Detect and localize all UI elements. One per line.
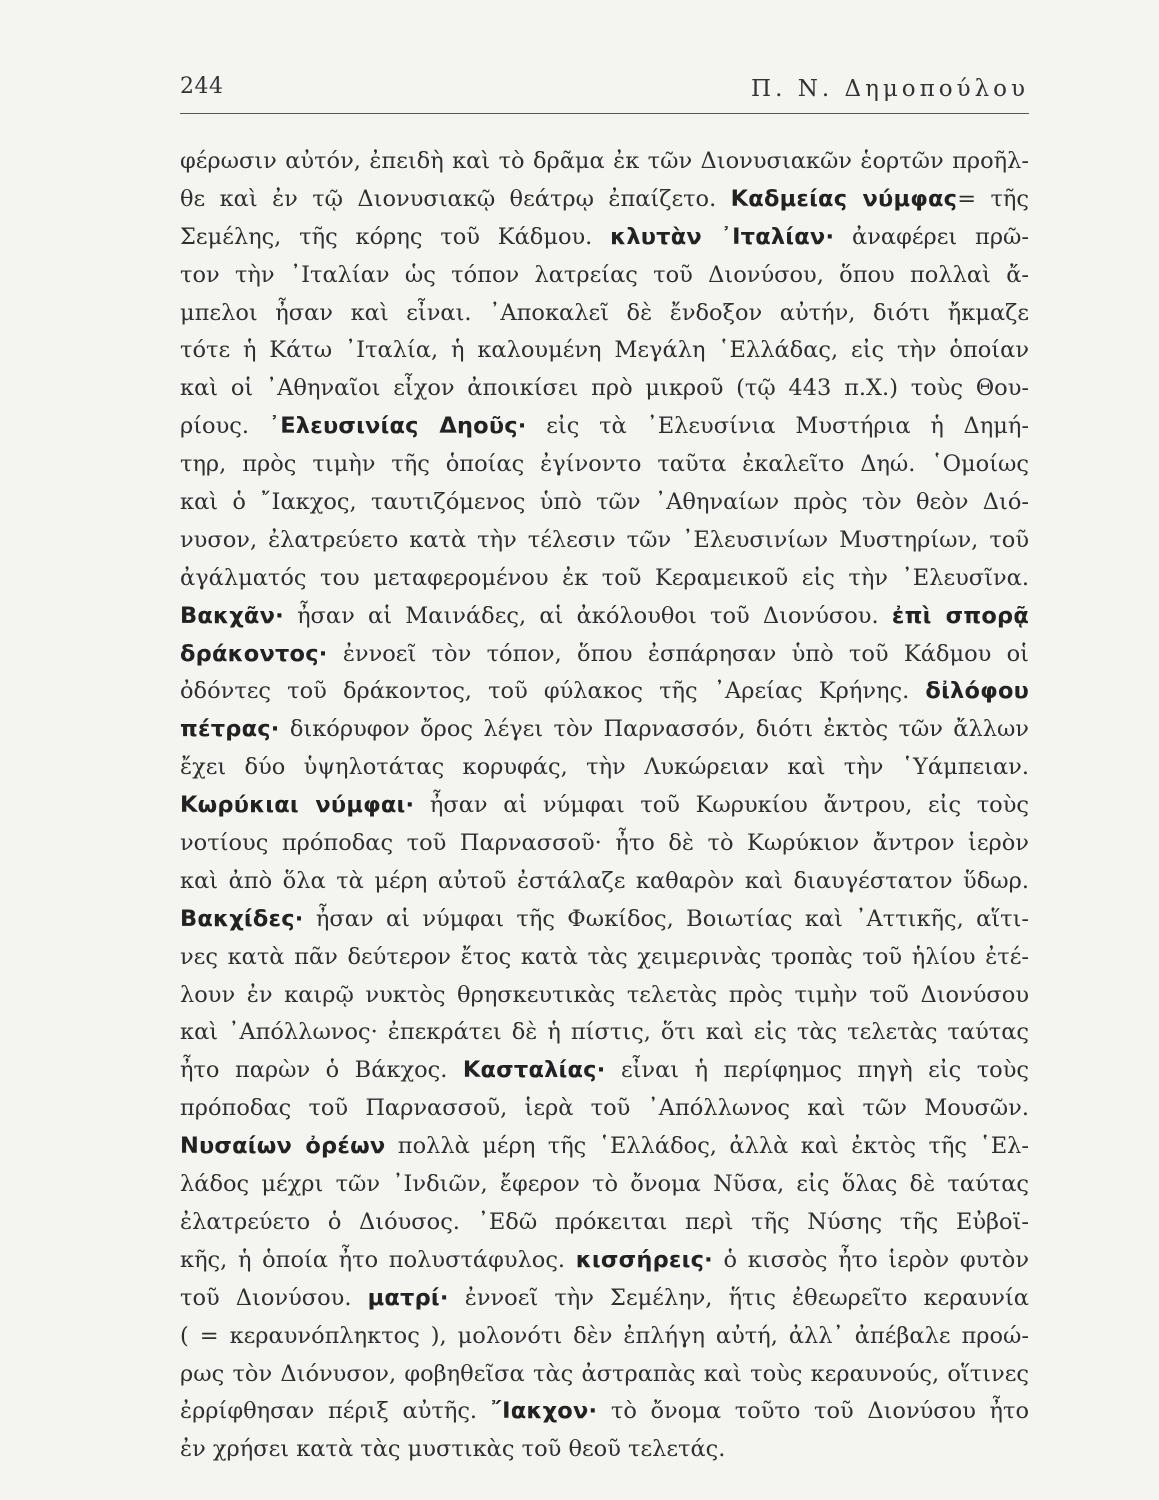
- text-line: [180, 257, 1029, 295]
- text-run: νες κατὰ πᾶν δεύτερον ἔτος κατὰ τὰς χειμερινὰς τροπὰς τοῦ ἡλίου ἐτέ-: [180, 943, 1029, 970]
- text-line: [180, 901, 1029, 939]
- glossed-term: ἐπὶ σπορᾷ: [891, 602, 1029, 629]
- text-line: [180, 863, 1029, 901]
- glossed-term: Κωρύκιαι νύμφαι·: [180, 792, 415, 819]
- text-line: [180, 332, 1029, 370]
- text-line: [180, 181, 1029, 219]
- text-run: φέρωσιν αὐτόν, ἐπειδὴ καὶ τὸ δρᾶμα ἐκ τῶν Διονυσιακῶν ἑορτῶν προῆλ-: [180, 148, 1029, 174]
- text-run: ἐρρίφθησαν πέριξ αὐτῆς.: [180, 1398, 491, 1425]
- text-run: ἐλατρεύετο ὁ Διόυσος. ᾽Εδῶ πρόκειται περὶ τῆς Νύσης τῆς Εὐβοϊ-: [180, 1208, 1029, 1235]
- text-run: ἦσαν αἱ Μαινάδες, αἱ ἀκόλουθοι τοῦ Διονύσου.: [283, 602, 892, 629]
- text-run: καὶ ᾽Απόλλωνος· ἐπεκράτει δὲ ἡ πίστις, ὅτι καὶ εἰς τὰς τελετὰς ταύτας: [180, 1019, 1029, 1046]
- text-line: [180, 598, 1029, 636]
- text-line: [180, 1128, 1029, 1166]
- text-run: ὀδόντες τοῦ δράκοντος, τοῦ φύλακος τῆς ᾽Αρείας Κρήνης.: [180, 678, 926, 705]
- text-run: νοτίους πρόποδας τοῦ Παρνασσοῦ· ἦτο δὲ τὸ Κωρύκιον ἄντρον ἱερὸν: [180, 830, 1029, 857]
- text-line: [180, 408, 1029, 446]
- glossed-term: δἰλόφου: [925, 678, 1029, 705]
- text-line: [180, 977, 1029, 1015]
- text-line: [180, 560, 1029, 598]
- text-run: εἰς τὰ ᾽Ελευσίνια Μυστήρια ἡ Δημή-: [526, 413, 1029, 440]
- text-line: [180, 939, 1029, 977]
- text-run: τον τὴν ᾽Ιταλίαν ὡς τόπον λατρείας τοῦ Διονύσου, ὅπου πολλαὶ ἄ-: [180, 261, 1029, 288]
- text-run: ἦτο παρὼν ὁ Βάκχος.: [180, 1057, 463, 1084]
- text-line: [180, 219, 1029, 257]
- text-run: καὶ οἱ ᾽Αθηναῖοι εἶχον ἀποικίσει πρὸ μικροῦ (τῷ 443 π.Χ.) τοὺς Θου-: [180, 375, 1029, 402]
- text-line: [180, 1280, 1029, 1318]
- text-run: ἐννοεῖ τὸν τόπον, ὅπου ἐσπάρησαν ὑπὸ τοῦ Κάδμου οἱ: [327, 640, 1029, 667]
- text-run: τότε ἡ Κάτω ᾽Ιταλία, ἡ καλουμένη Μεγάλη ῾Ελλάδας, εἰς τὴν ὁποίαν: [180, 337, 1029, 364]
- glossed-term: Βακχᾶν·: [180, 602, 284, 629]
- text-line: [180, 1166, 1029, 1204]
- text-run: λουν ἐν καιρῷ νυκτὸς θρησκευτικὰς τελετὰς πρὸς τιμὴν τοῦ Διονύσου: [180, 981, 1029, 1008]
- running-title: Π. Ν. Δημοπούλου: [751, 76, 1029, 102]
- text-line: [180, 295, 1029, 333]
- text-run: καὶ ὁ ῎Ιακχος, ταυτιζόμενος ὑπὸ τῶν ᾽Αθηναίων πρὸς τὸν θεὸν Διό-: [180, 489, 1029, 516]
- glossed-term: κισσήρεις·: [575, 1246, 713, 1273]
- text-line: [180, 1014, 1029, 1052]
- text-run: καὶ ἀπὸ ὅλα τὰ μέρη αὐτοῦ ἐστάλαζε καθαρὸν καὶ διαυγέστατον ὕδωρ.: [180, 867, 1029, 894]
- text-run: μπελοι ἦσαν καὶ εἶναι. ᾽Αποκαλεῖ δὲ ἔνδοξον αὐτήν, διότι ἤκμαζε: [180, 299, 1029, 326]
- text-run: τὸ ὄνομα τοῦτο τοῦ Διονύσου ἦτο: [597, 1398, 1029, 1425]
- text-line: [180, 143, 1029, 181]
- text-line: [180, 446, 1029, 484]
- page-header: [180, 66, 1029, 106]
- text-line: [180, 1356, 1029, 1394]
- glossed-term: δράκοντος·: [180, 640, 328, 667]
- text-line: [180, 1242, 1029, 1280]
- text-line: [180, 1318, 1029, 1356]
- text-run: ἦσαν αἱ νύμφαι τῆς Φωκίδος, Βοιωτίας καὶ ᾽Αττικῆς, αἵτι-: [303, 905, 1029, 932]
- text-line: [180, 749, 1029, 787]
- text-line: [180, 825, 1029, 863]
- glossed-term: πέτρας·: [180, 716, 280, 743]
- glossed-term: Βακχίδες·: [180, 905, 304, 932]
- text-run: πρόποδας τοῦ Παρνασσοῦ, ἱερὰ τοῦ ᾽Απόλλωνος καὶ τῶν Μουσῶν.: [180, 1095, 1029, 1122]
- text-run: ἦσαν αἱ νύμφαι τοῦ Κωρυκίου ἄντρου, εἰς τοὺς: [414, 792, 1029, 819]
- text-run: λάδος μέχρι τῶν ᾽Ινδιῶν, ἔφερον τὸ ὄνομα Νῦσα, εἰς ὅλας δὲ ταύτας: [180, 1171, 1029, 1198]
- text-run: ( = κεραυνόπληκτος ), μολονότι δὲν ἐπλήγη αὐτή, ἀλλ᾽ ἀπέβαλε προώ-: [180, 1322, 1029, 1349]
- text-run: ρίους.: [180, 413, 269, 440]
- glossed-term: ματρί·: [367, 1284, 449, 1311]
- text-run: εἶναι ἡ περίφημος πηγὴ εἰς τοὺς: [605, 1057, 1029, 1084]
- text-line: [180, 370, 1029, 408]
- text-line: [180, 1393, 1029, 1431]
- text-run: τοῦ Διονύσου.: [180, 1284, 368, 1311]
- glossed-term: Καδμείας νύμφας: [730, 185, 958, 212]
- text-run: ὁ κισσὸς ἦτο ἱερὸν φυτὸν: [712, 1246, 1029, 1273]
- glossed-term: Κασταλίας·: [462, 1057, 606, 1084]
- glossed-term: ᾽Ελευσινίας Δηοῦς·: [268, 413, 527, 440]
- text-line: [180, 1431, 1029, 1469]
- text-run: ἀναφέρει πρῶ-: [834, 223, 1029, 250]
- text-run: ἔχει δύο ὑψηλοτάτας κορυφάς, τὴν Λυκώρειαν καὶ τὴν ῾Υάμπειαν.: [180, 754, 1029, 781]
- text-line: [180, 1052, 1029, 1090]
- commentary-text: [180, 143, 1029, 1469]
- text-run: Σεμέλης, τῆς κόρης τοῦ Κάδμου.: [180, 223, 611, 250]
- text-line: [180, 787, 1029, 825]
- text-run: τηρ, πρὸς τιμὴν τῆς ὁποίας ἐγίνοντο ταῦτα ἐκαλεῖτο Δηώ. ῾Ομοίως: [180, 451, 1029, 478]
- glossed-term: ῎Ιακχον·: [490, 1398, 598, 1425]
- glossed-term: κλυτὰν ᾽Ιταλίαν·: [610, 223, 835, 250]
- text-line: [180, 1090, 1029, 1128]
- text-line: [180, 484, 1029, 522]
- text-run: ἀγάλματός του μεταφερομένου ἐκ τοῦ Κεραμεικοῦ εἰς τὴν ᾽Ελευσῖνα.: [180, 564, 1029, 591]
- text-line: [180, 711, 1029, 749]
- text-line: [180, 1204, 1029, 1242]
- text-run: πολλὰ μέρη τῆς ῾Ελλάδος, ἀλλὰ καὶ ἐκτὸς τῆς ῾Ελ-: [385, 1133, 1029, 1160]
- text-run: θε καὶ ἐν τῷ Διονυσιακῷ θεάτρῳ ἐπαίζετο.: [180, 185, 731, 212]
- text-run: κῆς, ἡ ὁποία ἦτο πολυστάφυλος.: [180, 1246, 576, 1273]
- page-number: 244: [180, 74, 224, 99]
- text-line: [180, 673, 1029, 711]
- text-line: [180, 522, 1029, 560]
- header-rule: [180, 113, 1029, 114]
- text-line: [180, 636, 1029, 674]
- text-run: ἐν χρήσει κατὰ τὰς μυστικὰς τοῦ θεοῦ τελετάς.: [180, 1436, 726, 1463]
- text-run: δικόρυφον ὄρος λέγει τὸν Παρνασσόν, διότι ἐκτὸς τῶν ἄλλων: [279, 716, 1029, 743]
- text-run: νυσον, ἐλατρεύετο κατὰ τὴν τέλεσιν τῶν ᾽Ελευσινίων Μυστηρίων, τοῦ: [180, 526, 1029, 553]
- glossed-term: Νυσαίων ὀρέων: [180, 1133, 386, 1160]
- text-run: ρως τὸν Διόνυσον, φοβηθεῖσα τὰς ἀστραπὰς καὶ τοὺς κεραυνούς, οἵτινες: [180, 1360, 1029, 1387]
- text-run: = τῆς: [957, 185, 1029, 212]
- text-run: ἐννοεῖ τὴν Σεμέλην, ἥτις ἐθεωρεῖτο κεραυνία: [448, 1284, 1029, 1311]
